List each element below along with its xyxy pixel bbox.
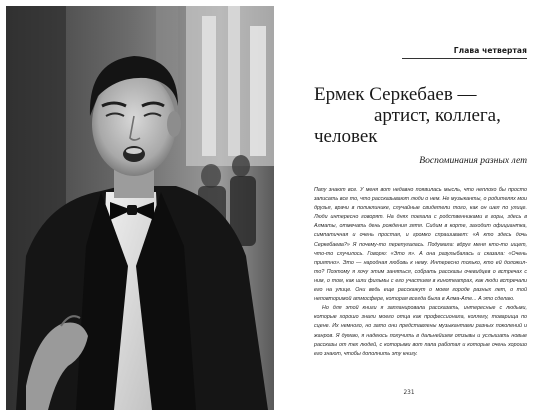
text-page (274, 6, 544, 410)
photograph-image (6, 6, 274, 410)
portrait-photograph (6, 6, 274, 410)
title-line-3: человек (314, 126, 378, 147)
body-text (314, 186, 527, 359)
chapter-subtitle: Воспоминания разных лет (419, 155, 527, 166)
chapter-title (314, 84, 534, 147)
paragraph: Но для этой книги я запланировала рассказать, интересные с людьми, которые хорошо знали моего отца как профессионала, коллегу, товарища по сцене. Их немного, но зато они представлены музыкантами разных поколений и жанров. Я думаю, я надеюсь получить в дальнейшем отзывы и услышать новые рассказы от тех людей, с которыми вот папа работал и которые очень хорошо его знают, чтобы дополнить эту книгу. (314, 305, 527, 357)
title-line-1: Ермек Серкебаев — (314, 84, 477, 105)
chapter-rule (402, 58, 527, 59)
paragraph: Папу знают все. У меня вот недавно появилась мысль, что неплохо бы просто записать все то, что рассказывают люди о нем. Не музыканты, о родителях мои друзья, врачи в поликлинике, случайные свидетели того, как он шел по улице. Люди интересно говорят. На днях поехала с родственниками в горы, здесь в Алматы, отмечать день рождения зятя. Сидим в корте, заходит официантка, симпатичная и очень простая, и громко спрашивает: «А кто здесь дочь Серкебаева?» Я почему-то перепугалась. Подумала: вдруг меня кто-то ищет, что-то случилось. Говорю: «Это я». А она разулыбалась и сказала: «Очень приятно». Это — народная любовь к нему. Интересно только, кто ей доложил-то? Поэтому я хочу этим заняться, собрать рассказы очевидцев о встречах с ним, о том, как шли фильмы с его участием в кинотеатрах, как люди встречали его на улице. Они ведь еще расскажут о моем городе разных лет, о той неповторимой атмосфере, которая всегда была в Алма-Ате... А это сделаю. (314, 187, 527, 303)
page-number: 231 (403, 390, 415, 396)
title-line-2: артист, коллега, (374, 105, 501, 126)
chapter-label: Глава четвертая (453, 46, 527, 55)
